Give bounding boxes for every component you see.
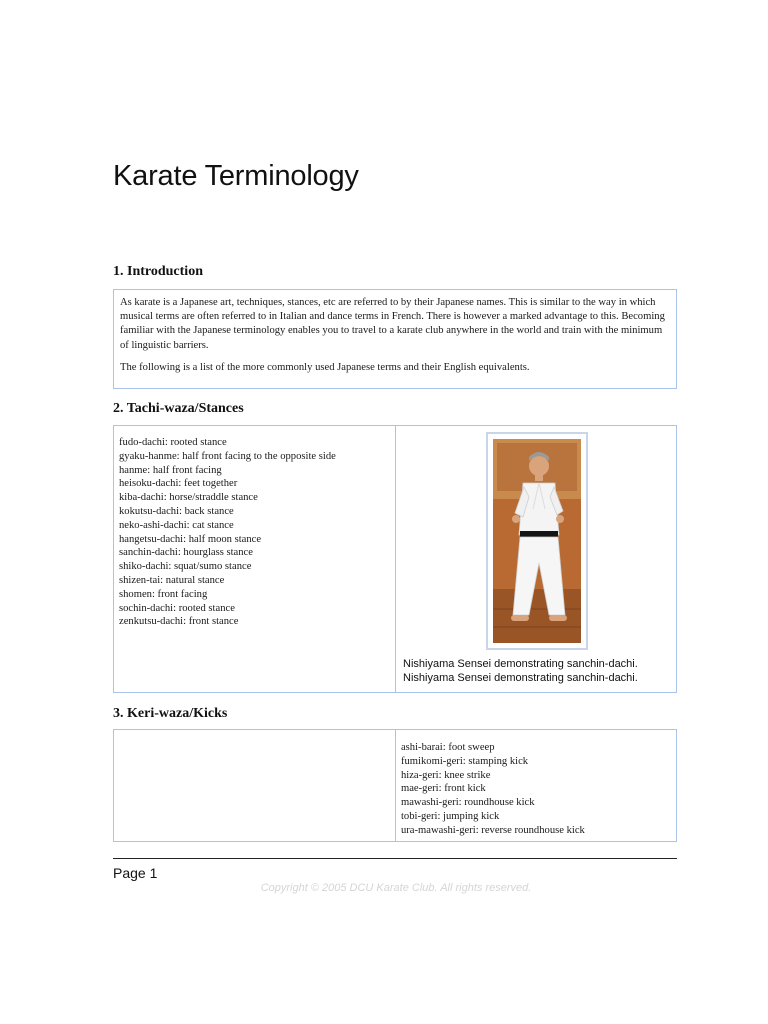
kick-item: fumikomi-geri: stamping kick <box>400 755 529 767</box>
sensei-photo <box>486 432 588 650</box>
stance-item: sanchin-dachi: hourglass stance <box>119 547 253 559</box>
kicks-list <box>401 741 671 838</box>
stance-item: zenkutsu-dachi: front stance <box>119 616 239 628</box>
stance-item: kiba-dachi: horse/straddle stance <box>119 492 258 504</box>
intro-paragraph: As karate is a Japanese art, techniques, stances, etc are referred to by their Japanese names. This is similar to the way in which musical terms are often referred to in Italian and dance terms in French. There is however a marked advantage to this. Becoming familiar with the Japanese terminology enables you to travel to a karate club anywhere in the world and train with the minimum of linguistic barriers. <box>120 297 665 351</box>
section-heading-stances: 2. Tachi-waza/Stances <box>113 401 244 416</box>
stance-item: shomen: front facing <box>119 588 208 600</box>
stance-item: neko-ashi-dachi: cat stance <box>119 519 234 531</box>
page-title: Karate Terminology <box>113 160 359 192</box>
section-heading-introduction: 1. Introduction <box>113 264 203 279</box>
kicks-list-cell <box>395 730 676 841</box>
stance-item: hanme: half front facing <box>119 464 222 476</box>
intro-paragraph: The following is a list of the more commonly used Japanese terms and their English equivalents. <box>120 361 530 373</box>
kick-item: mawashi-geri: roundhouse kick <box>400 797 535 809</box>
sensei-photo-illustration <box>493 439 581 643</box>
photo-caption <box>403 657 672 685</box>
kick-item: ura-mawashi-geri: reverse roundhouse kick <box>400 824 585 836</box>
kick-item: tobi-geri: jumping kick <box>400 810 500 822</box>
photo-caption-line: Nishiyama Sensei demonstrating sanchin-dachi. <box>403 658 638 670</box>
kick-item: mae-geri: front kick <box>400 783 486 795</box>
kick-item: hiza-geri: knee strike <box>400 769 491 781</box>
photo-caption-line: Nishiyama Sensei demonstrating sanchin-dachi. <box>403 672 638 684</box>
page-number: Page 1 <box>113 865 158 881</box>
copyright-notice: Copyright © 2005 DCU Karate Club. All rights reserved. <box>260 882 532 894</box>
kick-item: ashi-barai: foot sweep <box>400 742 495 753</box>
stance-item: gyaku-hanme: half front facing to the opposite side <box>119 450 336 462</box>
kicks-empty-cell <box>114 730 395 841</box>
introduction-box <box>113 289 677 389</box>
stances-list-cell <box>114 426 395 692</box>
stances-photo-cell <box>395 426 676 692</box>
stances-list <box>119 436 390 629</box>
section-heading-kicks: 3. Keri-waza/Kicks <box>113 706 228 721</box>
stance-item: shiko-dachi: squat/sumo stance <box>119 561 252 573</box>
footer-divider <box>113 858 677 859</box>
stances-table <box>113 425 677 693</box>
stance-item: sochin-dachi: rooted stance <box>119 602 235 614</box>
kicks-table <box>113 729 677 842</box>
stance-item: heisoku-dachi: feet together <box>119 478 238 490</box>
stance-item: fudo-dachi: rooted stance <box>119 437 227 448</box>
stance-item: hangetsu-dachi: half moon stance <box>119 533 262 545</box>
stance-item: shizen-tai: natural stance <box>119 574 225 586</box>
stance-item: kokutsu-dachi: back stance <box>119 505 234 517</box>
